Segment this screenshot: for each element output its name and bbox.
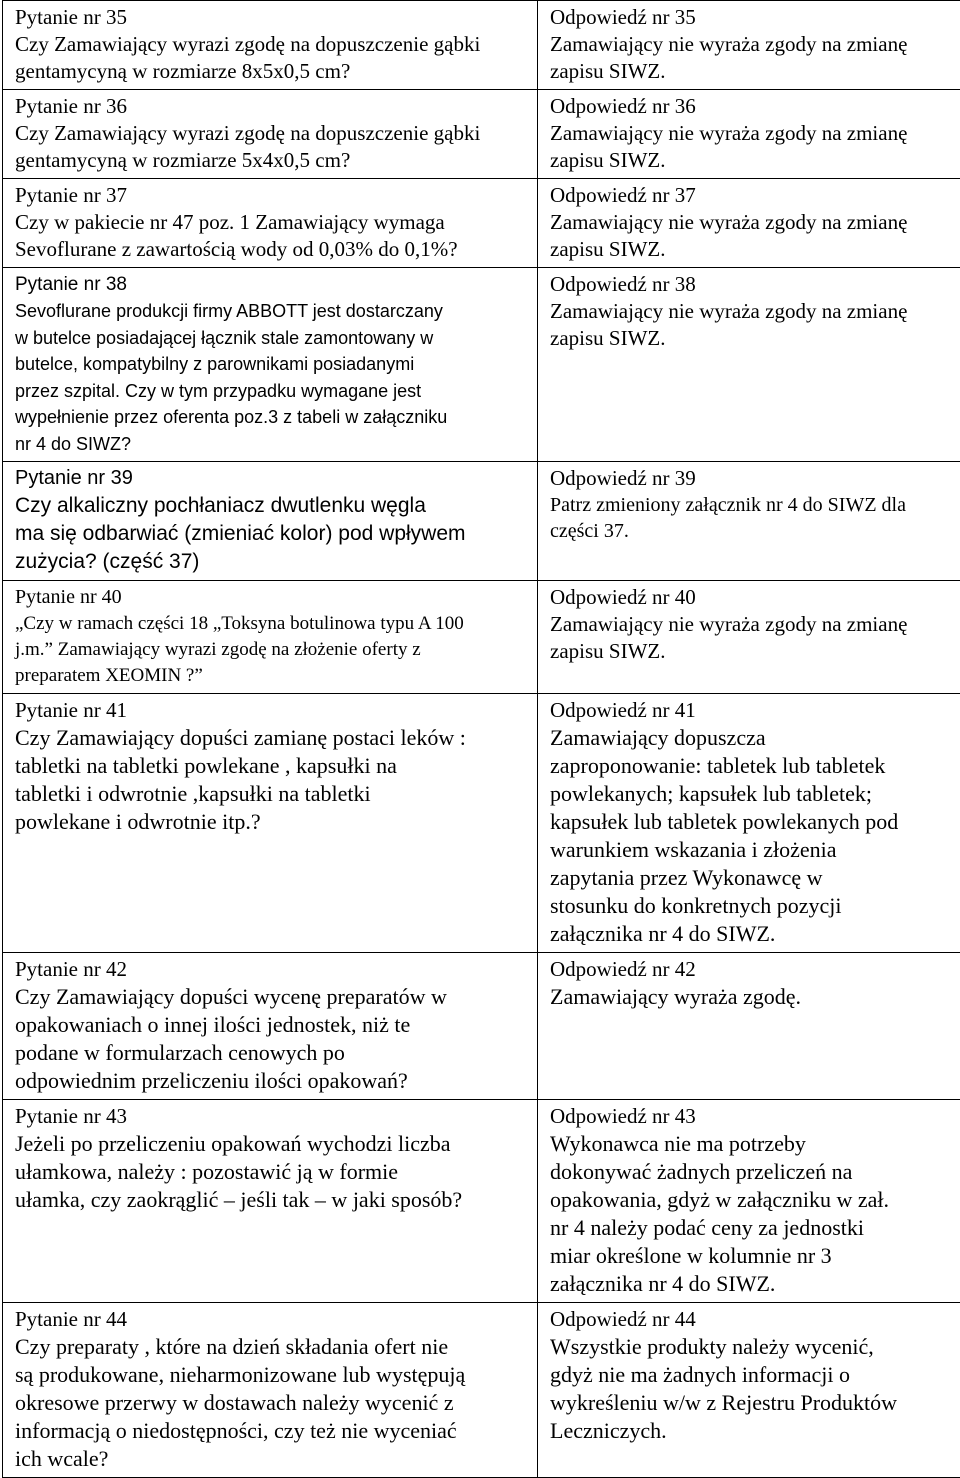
answer-text: Zamawiający nie wyraża zgody na zmianę zapisu SIWZ. bbox=[550, 298, 960, 352]
answer-header: Odpowiedź nr 36 bbox=[550, 93, 960, 120]
table-row bbox=[3, 1303, 960, 1478]
table-row bbox=[3, 90, 960, 179]
qa-table bbox=[2, 0, 960, 1478]
answer-header: Odpowiedź nr 37 bbox=[550, 182, 960, 209]
question-text: Sevoflurane produkcji firmy ABBOTT jest dostarczany w butelce posiadającej łącznik stale zamontowany w butelce, kompatybilny z parownikami posiadanymi przez szpital. Czy w tym przypadku wymagane jest wypełnienie przez oferenta poz.3 z tabeli w załączniku nr 4 do SIWZ? bbox=[15, 298, 529, 457]
answer-cell bbox=[538, 179, 960, 268]
table-row bbox=[3, 462, 960, 581]
question-text: „Czy w ramach części 18 „Toksyna botulinowa typu A 100 j.m.” Zamawiający wyrazi zgodę na złożenie oferty z preparatem XEOMIN ?” bbox=[15, 611, 529, 689]
question-text: Czy Zamawiający dopuści wycenę preparatów w opakowaniach o innej ilości jednostek, niż te podane w formularzach cenowych po odpowiednim przeliczeniu ilości opakowań? bbox=[15, 983, 529, 1095]
answer-cell bbox=[538, 268, 960, 462]
question-cell bbox=[3, 90, 538, 179]
answer-text: Zamawiający dopuszcza zaproponowanie: tabletek lub tabletek powlekanych; kapsułek lub tabletek; kapsułek lub tabletek powlekanych pod warunkiem wskazania i złożenia zapytania przez Wykonawcę w stosunku do konkretnych pozycji załącznika nr 4 do SIWZ. bbox=[550, 724, 960, 948]
question-cell bbox=[3, 694, 538, 953]
question-header: Pytanie nr 39 bbox=[15, 465, 529, 492]
table-row bbox=[3, 953, 960, 1100]
answer-text: Zamawiający nie wyraża zgody na zmianę zapisu SIWZ. bbox=[550, 31, 960, 85]
table-row bbox=[3, 581, 960, 694]
table-row bbox=[3, 1100, 960, 1303]
question-text: Czy Zamawiający wyrazi zgodę na dopuszczenie gąbki gentamycyną w rozmiarze 8x5x0,5 cm? bbox=[15, 31, 529, 85]
question-text: Czy Zamawiający dopuści zamianę postaci leków : tabletki na tabletki powlekane , kapsułki na tabletki i odwrotnie ,kapsułki na tabletki powlekane i odwrotnie itp.? bbox=[15, 724, 529, 836]
question-header: Pytanie nr 41 bbox=[15, 697, 529, 724]
answer-cell bbox=[538, 90, 960, 179]
table-row bbox=[3, 694, 960, 953]
question-text: Jeżeli po przeliczeniu opakowań wychodzi liczba ułamkowa, należy : pozostawić ją w formie ułamka, czy zaokrąglić – jeśli tak – w jaki sposób? bbox=[15, 1130, 529, 1214]
answer-text: Wszystkie produkty należy wycenić, gdyż nie ma żadnych informacji o wykreśleniu w/w z Rejestru Produktów Leczniczych. bbox=[550, 1333, 960, 1445]
answer-cell bbox=[538, 694, 960, 953]
answer-cell bbox=[538, 581, 960, 694]
question-text: Czy preparaty , które na dzień składania ofert nie są produkowane, nieharmonizowane lub występują okresowe przerwy w dostawach należy wycenić z informacją o niedostępności, czy też nie wyceniać ich wcale? bbox=[15, 1333, 529, 1473]
answer-header: Odpowiedź nr 38 bbox=[550, 271, 960, 298]
answer-header: Odpowiedź nr 42 bbox=[550, 956, 960, 983]
question-cell bbox=[3, 581, 538, 694]
answer-text: Patrz zmieniony załącznik nr 4 do SIWZ dla części 37. bbox=[550, 492, 960, 544]
table-row bbox=[3, 1, 960, 90]
question-header: Pytanie nr 40 bbox=[15, 584, 529, 611]
question-cell bbox=[3, 268, 538, 462]
question-cell bbox=[3, 953, 538, 1100]
question-cell bbox=[3, 1, 538, 90]
question-header: Pytanie nr 38 bbox=[15, 271, 529, 298]
question-header: Pytanie nr 43 bbox=[15, 1103, 529, 1130]
answer-header: Odpowiedź nr 35 bbox=[550, 4, 960, 31]
answer-text: Zamawiający nie wyraża zgody na zmianę zapisu SIWZ. bbox=[550, 209, 960, 263]
answer-cell bbox=[538, 1100, 960, 1303]
question-cell bbox=[3, 462, 538, 581]
question-header: Pytanie nr 42 bbox=[15, 956, 529, 983]
answer-header: Odpowiedź nr 44 bbox=[550, 1306, 960, 1333]
answer-header: Odpowiedź nr 43 bbox=[550, 1103, 960, 1130]
answer-text: Zamawiający wyraża zgodę. bbox=[550, 983, 960, 1011]
answer-text: Zamawiający nie wyraża zgody na zmianę zapisu SIWZ. bbox=[550, 120, 960, 174]
answer-cell bbox=[538, 1, 960, 90]
question-cell bbox=[3, 179, 538, 268]
question-cell bbox=[3, 1100, 538, 1303]
question-header: Pytanie nr 35 bbox=[15, 4, 529, 31]
answer-cell bbox=[538, 462, 960, 581]
question-text: Czy alkaliczny pochłaniacz dwutlenku węgla ma się odbarwiać (zmieniać kolor) pod wpływem zużycia? (część 37) bbox=[15, 492, 529, 576]
question-header: Pytanie nr 37 bbox=[15, 182, 529, 209]
answer-cell bbox=[538, 953, 960, 1100]
question-cell bbox=[3, 1303, 538, 1478]
table-row bbox=[3, 179, 960, 268]
answer-text: Zamawiający nie wyraża zgody na zmianę zapisu SIWZ. bbox=[550, 611, 960, 665]
question-header: Pytanie nr 36 bbox=[15, 93, 529, 120]
answer-text: Wykonawca nie ma potrzeby dokonywać żadnych przeliczeń na opakowania, gdyż w załączniku w zał. nr 4 należy podać ceny za jednostki miar określone w kolumnie nr 3 załącznika nr 4 do SIWZ. bbox=[550, 1130, 960, 1298]
answer-header: Odpowiedź nr 41 bbox=[550, 697, 960, 724]
answer-header: Odpowiedź nr 39 bbox=[550, 465, 960, 492]
question-header: Pytanie nr 44 bbox=[15, 1306, 529, 1333]
answer-cell bbox=[538, 1303, 960, 1478]
table-row bbox=[3, 268, 960, 462]
answer-header: Odpowiedź nr 40 bbox=[550, 584, 960, 611]
question-text: Czy Zamawiający wyrazi zgodę na dopuszczenie gąbki gentamycyną w rozmiarze 5x4x0,5 cm? bbox=[15, 120, 529, 174]
question-text: Czy w pakiecie nr 47 poz. 1 Zamawiający wymaga Sevoflurane z zawartością wody od 0,03% do 0,1%? bbox=[15, 209, 529, 263]
